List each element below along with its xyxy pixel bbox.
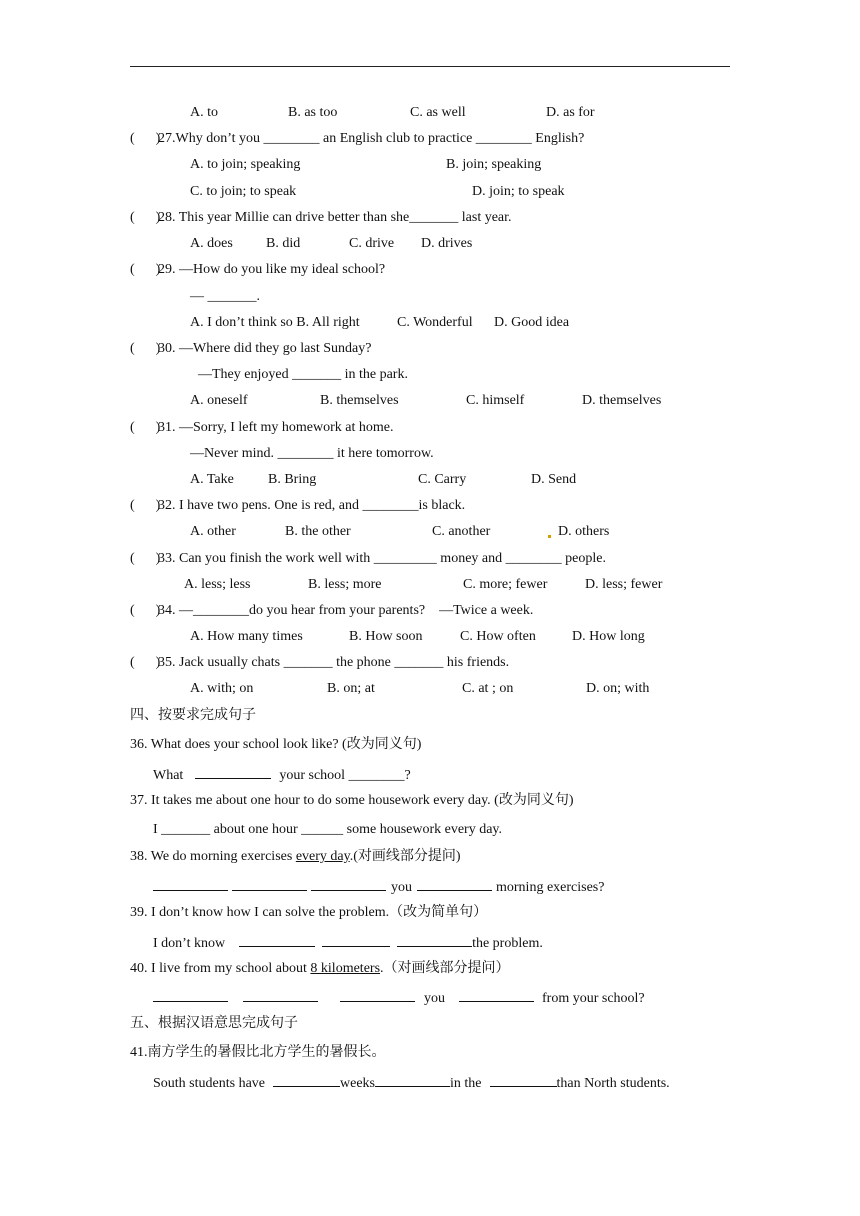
- blank[interactable]: [417, 878, 492, 891]
- answer-paren[interactable]: ( ): [130, 420, 161, 435]
- blank[interactable]: [340, 989, 415, 1002]
- answer-paren[interactable]: ( ): [130, 551, 161, 566]
- blank[interactable]: [375, 1074, 450, 1087]
- answer-lead: What: [153, 768, 184, 783]
- answer-paren[interactable]: ( ): [130, 210, 161, 225]
- question-stem: 35. Jack usually chats _______ the phone _______ his friends.: [158, 655, 510, 670]
- answer-line-41: [153, 1074, 670, 1092]
- option-d: D. as for: [546, 105, 595, 120]
- blank[interactable]: [153, 989, 228, 1002]
- yellow-dot-mark: [548, 535, 551, 538]
- blank[interactable]: [311, 878, 386, 891]
- answer-tail: morning exercises?: [496, 880, 605, 895]
- question-text: 38. We do morning exercises: [130, 849, 296, 864]
- answer-line-37: I _______ about one hour ______ some housework every day.: [153, 822, 503, 837]
- option-d: D. Send: [531, 472, 577, 487]
- option-d: D. themselves: [582, 393, 662, 408]
- option-d: D. drives: [421, 236, 473, 251]
- question-40: [130, 961, 510, 977]
- option-d: D. less; fewer: [585, 577, 663, 592]
- option-a: A. to: [190, 105, 218, 120]
- option-c: C. as well: [410, 105, 466, 120]
- blank[interactable]: [273, 1074, 340, 1087]
- option-d: D. join; to speak: [472, 184, 565, 199]
- option-c: C. Carry: [418, 472, 467, 487]
- question-text: 40. I live from my school about: [130, 961, 311, 976]
- option-a: A. Take: [190, 472, 234, 487]
- answer-word: weeks: [340, 1076, 375, 1091]
- blank[interactable]: [322, 934, 390, 947]
- option-a: A. with; on: [190, 681, 254, 696]
- option-d: D. How long: [572, 629, 645, 644]
- question-41: 41.南方学生的暑假比北方学生的暑假长。: [130, 1045, 386, 1060]
- option-a: A. does: [190, 236, 233, 251]
- option-c: C. another: [432, 524, 491, 539]
- reply-line: —They enjoyed _______ in the park.: [198, 367, 408, 382]
- answer-tail: your school ________?: [279, 768, 411, 783]
- reply-line: — _______.: [190, 289, 260, 304]
- option-d: D. on; with: [586, 681, 650, 696]
- answer-lead: South students have: [153, 1076, 265, 1091]
- section-heading: 四、按要求完成句子: [130, 708, 256, 723]
- option-c: C. How often: [460, 629, 536, 644]
- question-stem: 31. —Sorry, I left my homework at home.: [158, 420, 394, 435]
- underlined-phrase: 8 kilometers: [310, 961, 381, 976]
- answer-word: in the: [450, 1076, 482, 1091]
- question-instruction: .(对画线部分提问): [349, 849, 461, 864]
- option-c: C. to join; to speak: [190, 184, 297, 199]
- option-d: D. others: [558, 524, 610, 539]
- answer-line-39: [153, 934, 543, 952]
- question-stem: 30. —Where did they go last Sunday?: [158, 341, 372, 356]
- option-b: B. on; at: [327, 681, 375, 696]
- answer-tail: the problem.: [472, 936, 543, 951]
- answer-line-38: [153, 878, 604, 896]
- blank[interactable]: [490, 1074, 557, 1087]
- answer-tail: than North students.: [556, 1076, 670, 1091]
- answer-paren[interactable]: ( ): [130, 655, 161, 670]
- answer-line-40: [153, 989, 645, 1007]
- blank[interactable]: [459, 989, 534, 1002]
- option-b: B. did: [266, 236, 301, 251]
- answer-paren[interactable]: ( ): [130, 603, 161, 618]
- option-c: C. Wonderful: [397, 315, 473, 330]
- option-a: A. oneself: [190, 393, 248, 408]
- question-38: [130, 849, 461, 865]
- question-instruction: .（对画线部分提问）: [380, 961, 510, 976]
- answer-word: you: [424, 991, 445, 1006]
- answer-paren[interactable]: ( ): [130, 262, 161, 277]
- option-b: B. join; speaking: [446, 157, 542, 172]
- question-39: 39. I don’t know how I can solve the problem.（改为简单句）: [130, 905, 488, 920]
- blank[interactable]: [239, 934, 315, 947]
- blank[interactable]: [232, 878, 307, 891]
- option-a: A. less; less: [184, 577, 251, 592]
- option-c: C. drive: [349, 236, 395, 251]
- option-a: A. to join; speaking: [190, 157, 301, 172]
- question-stem: 33. Can you finish the work well with _________ money and ________ people.: [158, 551, 606, 566]
- answer-paren[interactable]: ( ): [130, 131, 161, 146]
- section-heading: 五、根据汉语意思完成句子: [130, 1016, 298, 1031]
- option-a: A. How many times: [190, 629, 303, 644]
- blank[interactable]: [153, 878, 228, 891]
- answer-lead: I don’t know: [153, 936, 226, 951]
- question-stem: 27.Why don’t you ________ an English club to practice ________ English?: [158, 131, 585, 146]
- question-36: 36. What does your school look like? (改为同义句): [130, 737, 422, 752]
- answer-word: you: [391, 880, 412, 895]
- answer-line-36: [153, 766, 411, 784]
- blank[interactable]: [243, 989, 318, 1002]
- option-b: B. How soon: [349, 629, 423, 644]
- option-b: B. as too: [288, 105, 338, 120]
- option-ab: A. I don’t think so B. All right: [190, 315, 360, 330]
- answer-paren[interactable]: ( ): [130, 341, 161, 356]
- option-b: B. less; more: [308, 577, 382, 592]
- option-a: A. other: [190, 524, 236, 539]
- blank[interactable]: [195, 766, 271, 779]
- question-stem: 32. I have two pens. One is red, and ________is black.: [158, 498, 466, 513]
- option-b: B. themselves: [320, 393, 399, 408]
- option-b: B. the other: [285, 524, 351, 539]
- option-c: C. himself: [466, 393, 525, 408]
- question-stem: 29. —How do you like my ideal school?: [158, 262, 386, 277]
- blank[interactable]: [397, 934, 472, 947]
- answer-paren[interactable]: ( ): [130, 498, 161, 513]
- option-b: B. Bring: [268, 472, 317, 487]
- question-37: 37. It takes me about one hour to do some housework every day. (改为同义句): [130, 793, 574, 808]
- header-rule: [130, 66, 730, 67]
- option-c: C. at ; on: [462, 681, 514, 696]
- question-stem: 34. —________do you hear from your parents? —Twice a week.: [158, 603, 534, 618]
- option-d: D. Good idea: [494, 315, 570, 330]
- question-stem: 28. This year Millie can drive better than she_______ last year.: [158, 210, 512, 225]
- underlined-phrase: every day: [295, 849, 350, 864]
- option-c: C. more; fewer: [463, 577, 548, 592]
- answer-tail: from your school?: [542, 991, 645, 1006]
- reply-line: —Never mind. ________ it here tomorrow.: [190, 446, 434, 461]
